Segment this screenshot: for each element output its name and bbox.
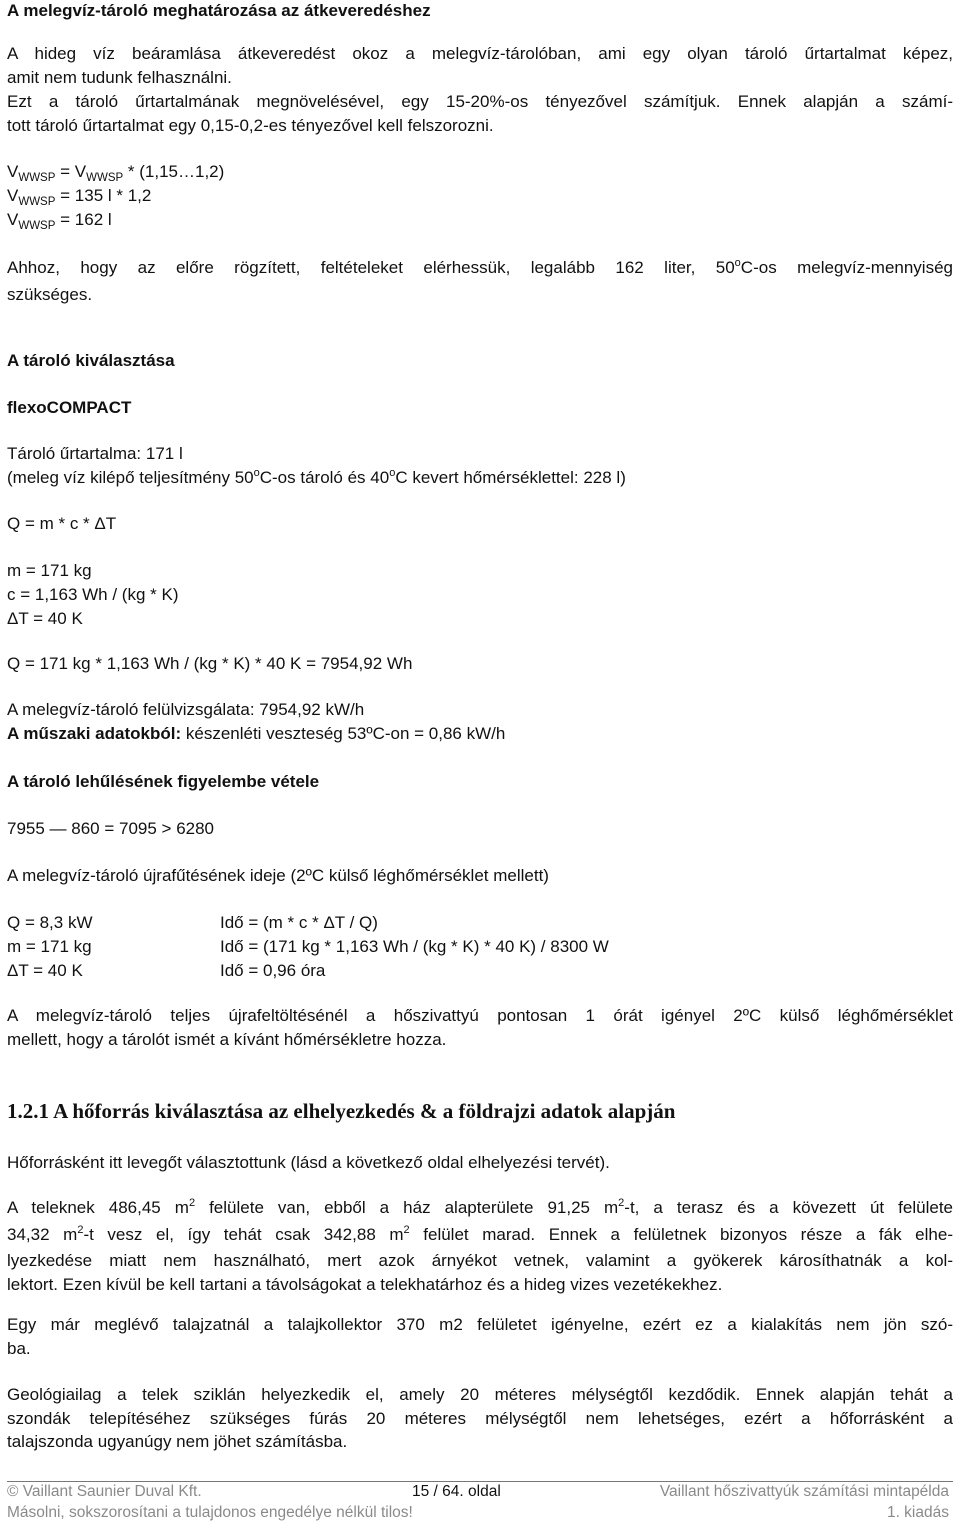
superscript: 2	[403, 1223, 410, 1236]
tech-data-line	[7, 722, 505, 745]
text-line: szükséges.	[7, 284, 93, 304]
storage-check: A melegvíz-tároló felülvizsgálata: 7954,92 kW/h	[7, 700, 365, 719]
paragraph-heat-source: Hőforrásként itt levegőt választottunk (lásd a következő oldal elhelyezési tervét).	[7, 1153, 610, 1172]
paragraph-reheat-summary	[7, 1004, 953, 1051]
text-line: Geológiailag a telek sziklán helyezkedik el, amely 20 méteres mélységtől kezdődik. Ennek alapján tehát a	[7, 1385, 953, 1404]
text-line	[7, 1223, 953, 1250]
formula-subscript: WWSP	[18, 196, 56, 208]
superscript: 2	[77, 1223, 84, 1236]
footer-edition: 1. kiadás	[886, 1504, 949, 1521]
formula-symbol: V	[74, 162, 87, 181]
formula-symbol: V	[7, 186, 19, 205]
formula-line-3	[7, 208, 112, 234]
text-line: lektort. Ezen kívül be kell tartani a távolságokat a telekhatárhoz és a hideg vizes vezetékekhez.	[7, 1274, 723, 1294]
text-fragment: A teleknek 486,45 m	[7, 1198, 189, 1217]
text-fragment: -t, a terasz és a kövezett út felülete	[624, 1198, 953, 1217]
formula-symbol: V	[7, 210, 19, 229]
text-fragment: -t vesz el, így tehát csak 342,88 m	[83, 1224, 404, 1244]
text-fragment: C-os melegvíz-mennyiség	[740, 258, 953, 277]
superscript: 2	[188, 1197, 196, 1209]
paragraph-plot-area	[7, 1196, 953, 1296]
formula-subscript: WWSP	[18, 172, 56, 184]
text-fragment: (meleg víz kilépő teljesítmény 50	[7, 468, 254, 487]
result-q: Q = 171 kg * 1,163 Wh / (kg * K) * 40 K = 7954,92 Wh	[7, 654, 413, 673]
text-line: A melegvíz-tároló teljes újrafeltöltésénél a hőszivattyú pontosan 1 órát igényel 2ºC külső léghőmérséklet	[7, 1006, 953, 1025]
text-line: Ezt a tároló űrtartalmának megnövelésével, egy 15-20%-os tényezővel számítjuk. Ennek alapján a számí-	[7, 92, 953, 111]
footer-divider	[7, 1481, 953, 1482]
formula-q: Q = m * c * ΔT	[7, 514, 117, 533]
text-fragment: felület marad. Ennek a felületnek bizonyos része a fák elhe-	[409, 1224, 953, 1244]
footer-copyright: © Vaillant Saunier Duval Kft.	[7, 1483, 202, 1500]
tech-data-value: készenléti veszteség 53ºC-on = 0,86 kW/h	[181, 724, 506, 743]
superscript: 2	[618, 1197, 625, 1209]
cooling-calc: 7955 — 860 = 7095 > 6280	[7, 819, 215, 838]
text-line: tott tároló űrtartalmat egy 0,15-0,2-es tényezővel kell felszorozni.	[7, 115, 494, 135]
reheat-left-3: ΔT = 40 K	[7, 961, 83, 980]
text-fragment: Ahhoz, hogy az előre rögzített, feltételeket elérhessük, legalább 162 liter, 50	[7, 258, 735, 277]
text-line: szondák telepítéséhez szükséges fúrás 20 méteres mélységtől nem lehetséges, ezért a hőforrásként a	[7, 1408, 953, 1428]
text-line: lyezkedése miatt nem használható, mert azok árnyékot vetnek, valamint a gyökerek károsíthatnák a kol-	[7, 1251, 953, 1270]
reheat-heading: A melegvíz-tároló újrafűtésének ideje (2ºC külső léghőmérséklet mellett)	[7, 866, 549, 885]
paragraph-geology	[7, 1383, 953, 1454]
footer-page-number: 15 / 64. oldal	[412, 1483, 501, 1500]
formula-text: * (1,15…1,2)	[123, 162, 225, 181]
paragraph-factor	[7, 90, 953, 137]
reheat-left-1: Q = 8,3 kW	[7, 913, 93, 932]
text-fragment: C kevert hőmérséklettel: 228 l)	[395, 468, 626, 487]
formula-line-1: $V_{WWSP} = V_{WWSP}$ * (1,15…1,2)	[7, 162, 225, 184]
text-fragment: felülete van, ebből a ház alapterülete 91,25 m	[195, 1198, 619, 1217]
text-line: amit nem tudunk felhasználni.	[7, 67, 232, 87]
reheat-right-3: Idő = 0,96 óra	[220, 961, 326, 980]
capacity-text: Tároló űrtartalma: 171 l	[7, 444, 183, 463]
text-fragment: 34,32 m	[7, 1224, 78, 1244]
formula-subscript: WWSP	[18, 220, 56, 232]
formula-text: = 162 l	[55, 210, 112, 229]
capacity-note	[7, 466, 626, 492]
text-fragment: C-os tároló és 40	[259, 468, 390, 487]
tech-data-label: A műszaki adatokból:	[7, 724, 182, 743]
section-title-cooling: A tároló lehűlésének figyelembe vétele	[7, 772, 320, 791]
text-line: Egy már meglévő talajzatnál a talajkollektor 370 m2 felületet igényelne, ezért ez a kialakítás nem jön szó-	[7, 1315, 953, 1334]
reheat-right-1: Idő = (m * c * ΔT / Q)	[220, 913, 378, 932]
footer-document-title: Vaillant hőszivattyúk számítási mintapélda	[659, 1483, 949, 1500]
variable-dt: ΔT = 40 K	[7, 609, 83, 628]
formula-line-2	[7, 184, 151, 210]
paragraph-mixing	[7, 42, 953, 89]
text-line	[7, 256, 953, 283]
text-line: ba.	[7, 1338, 31, 1358]
footer-copy-notice: Másolni, sokszorosítani a tulajdonos engedélye nélkül tilos!	[7, 1504, 413, 1521]
superscript: o	[253, 467, 260, 479]
superscript: o	[734, 257, 741, 269]
section-title-mixing: A melegvíz-tároló meghatározása az átkeveredéshez	[7, 1, 431, 20]
variable-c: c = 1,163 Wh / (kg * K)	[7, 585, 179, 604]
product-name: flexoCOMPACT	[7, 398, 132, 417]
section-title-selection: A tároló kiválasztása	[7, 351, 175, 370]
formula-symbol: V	[7, 162, 19, 181]
variable-m: m = 171 kg	[7, 561, 92, 580]
section-heading-heat-source: 1.2.1 A hőforrás kiválasztása az elhelyezkedés & a földrajzi adatok alapján	[7, 1099, 676, 1123]
text-line: A hideg víz beáramlása átkeveredést okoz a melegvíz-tárolóban, ami egy olyan tároló űrtartalmat képez,	[7, 44, 953, 63]
superscript: o	[389, 467, 396, 479]
text-line: talajszonda ugyanúgy nem jöhet számításba.	[7, 1432, 348, 1451]
paragraph-ground-collector	[7, 1313, 953, 1360]
reheat-right-2: Idő = (171 kg * 1,163 Wh / (kg * K) * 40 K) / 8300 W	[220, 937, 609, 956]
text-line: mellett, hogy a tárolót ismét a kívánt hőmérsékletre hozza.	[7, 1029, 447, 1049]
text-line	[7, 1196, 953, 1223]
reheat-left-2: m = 171 kg	[7, 937, 92, 956]
formula-subscript: WWSP	[86, 172, 124, 184]
formula-text: = 135 l * 1,2	[55, 186, 152, 205]
paragraph-requirement	[7, 256, 953, 306]
